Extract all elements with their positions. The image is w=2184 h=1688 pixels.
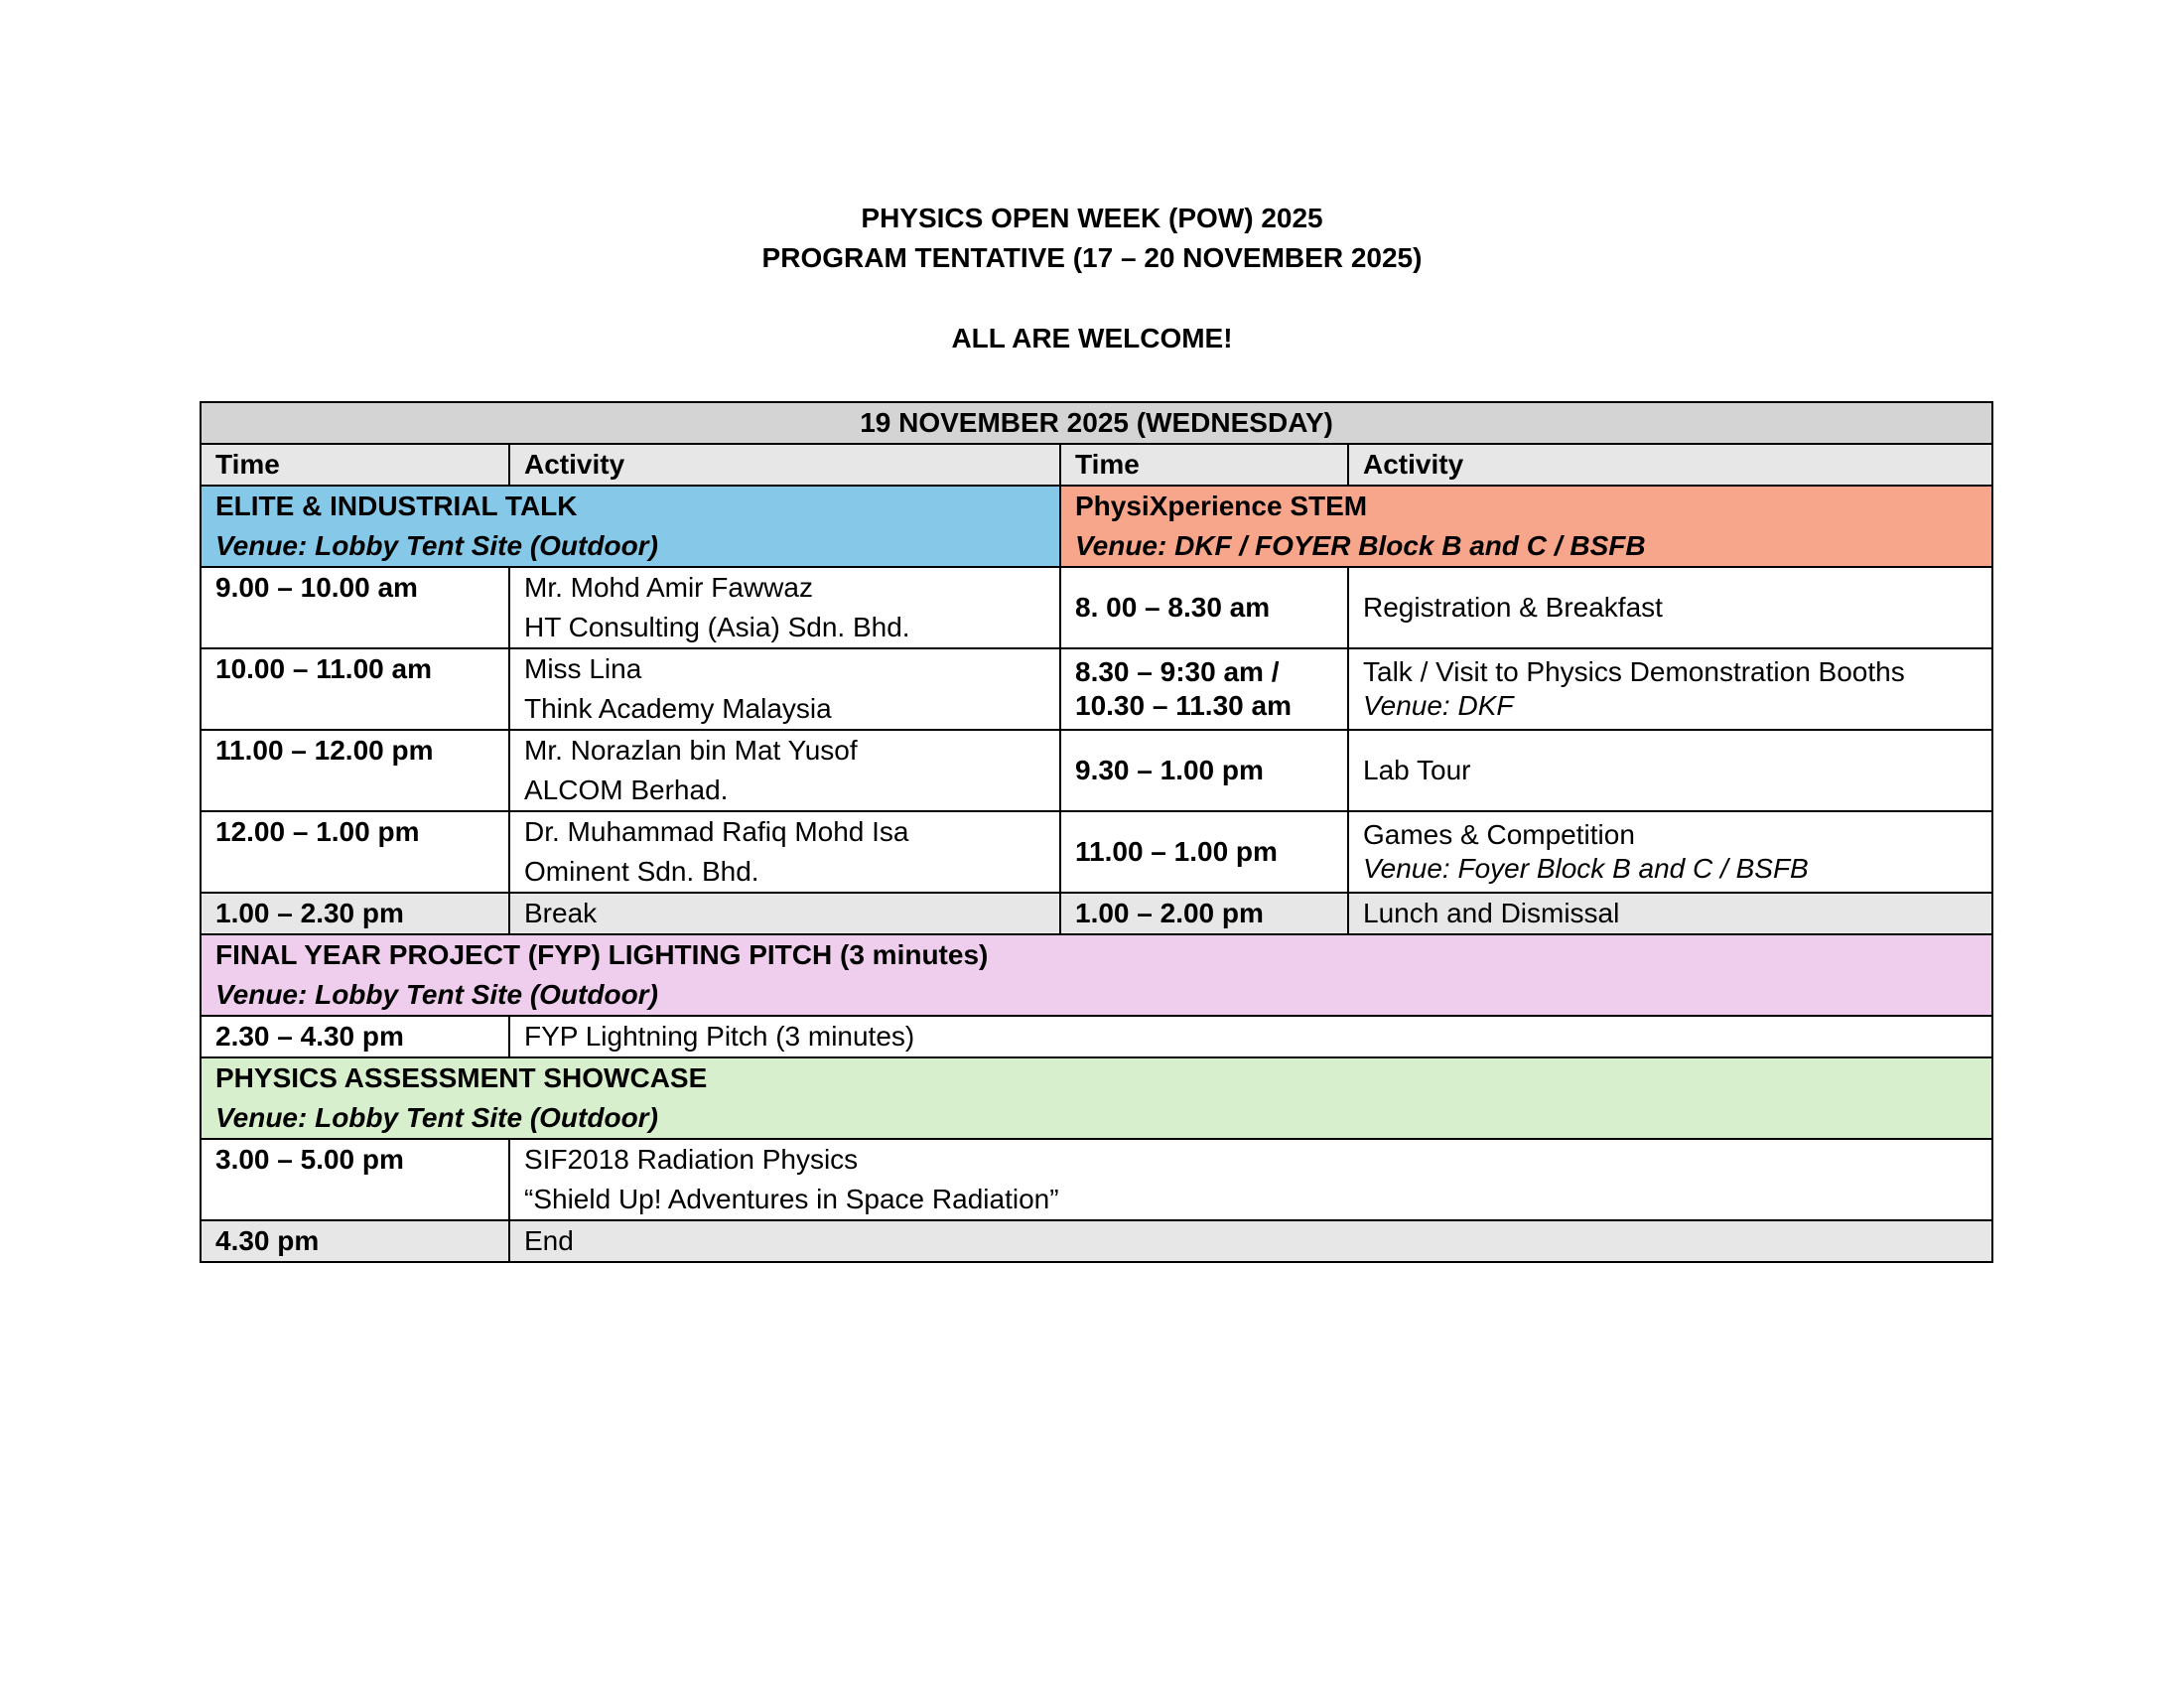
section-title: FINAL YEAR PROJECT (FYP) LIGHTING PITCH (3 minutes) <box>215 939 989 970</box>
time-cell: 11.00 – 1.00 pm <box>1060 811 1348 893</box>
section-row <box>201 486 1992 567</box>
speaker-name: Mr. Mohd Amir Fawwaz <box>524 572 813 603</box>
time-cell: 9.30 – 1.00 pm <box>1060 730 1348 811</box>
break-row <box>201 893 1992 934</box>
section-assessment-showcase <box>201 1057 1992 1139</box>
end-row <box>201 1220 1992 1262</box>
activity-cell <box>509 648 1060 730</box>
col-header-time-right: Time <box>1060 444 1348 486</box>
time-cell <box>1060 648 1348 730</box>
activity-cell <box>1348 648 1992 730</box>
time-cell: 1.00 – 2.30 pm <box>201 893 509 934</box>
activity-cell: Lunch and Dismissal <box>1348 893 1992 934</box>
speaker-company: Think Academy Malaysia <box>524 693 832 724</box>
time-cell: 9.00 – 10.00 am <box>201 567 509 648</box>
section-row <box>201 1057 1992 1139</box>
table-row <box>201 1139 1992 1220</box>
section-venue: Venue: Lobby Tent Site (Outdoor) <box>215 979 658 1010</box>
table-row <box>201 648 1992 730</box>
speaker-name: Mr. Norazlan bin Mat Yusof <box>524 735 858 766</box>
section-elite-talk <box>201 486 1060 567</box>
speaker-company: HT Consulting (Asia) Sdn. Bhd. <box>524 612 910 642</box>
section-fyp-pitch <box>201 934 1992 1016</box>
section-venue: Venue: DKF / FOYER Block B and C / BSFB <box>1075 530 1646 561</box>
time-cell: 4.30 pm <box>201 1220 509 1262</box>
activity-subtitle: “Shield Up! Adventures in Space Radiation” <box>524 1184 1059 1214</box>
col-header-time-left: Time <box>201 444 509 486</box>
date-row <box>201 402 1992 444</box>
speaker-company: ALCOM Berhad. <box>524 774 729 805</box>
table-row <box>201 730 1992 811</box>
col-header-activity-right: Activity <box>1348 444 1992 486</box>
doc-subtitle: PROGRAM TENTATIVE (17 – 20 NOVEMBER 2025) <box>761 242 1423 273</box>
welcome-text: ALL ARE WELCOME! <box>951 323 1233 353</box>
section-row <box>201 934 1992 1016</box>
activity-cell: Break <box>509 893 1060 934</box>
activity-cell <box>509 567 1060 648</box>
activity-cell: Lab Tour <box>1348 730 1992 811</box>
time-cell: 11.00 – 12.00 pm <box>201 730 509 811</box>
time-cell: 1.00 – 2.00 pm <box>1060 893 1348 934</box>
activity-cell: Registration & Breakfast <box>1348 567 1992 648</box>
table-row <box>201 811 1992 893</box>
activity-venue: Venue: DKF <box>1363 690 1514 721</box>
section-venue: Venue: Lobby Tent Site (Outdoor) <box>215 530 658 561</box>
date-heading: 19 NOVEMBER 2025 (WEDNESDAY) <box>201 402 1992 444</box>
time-cell: 12.00 – 1.00 pm <box>201 811 509 893</box>
time-line: 8.30 – 9:30 am / <box>1075 656 1280 687</box>
activity-cell: FYP Lightning Pitch (3 minutes) <box>509 1016 1992 1057</box>
table-row <box>201 567 1992 648</box>
schedule-table <box>200 401 1993 1263</box>
section-title: ELITE & INDUSTRIAL TALK <box>215 491 578 521</box>
section-physixperience <box>1060 486 1992 567</box>
activity-cell <box>509 811 1060 893</box>
speaker-name: Miss Lina <box>524 653 642 684</box>
activity-cell: End <box>509 1220 1992 1262</box>
section-title: PHYSICS ASSESSMENT SHOWCASE <box>215 1062 708 1093</box>
activity-name: Games & Competition <box>1363 819 1635 850</box>
time-cell: 3.00 – 5.00 pm <box>201 1139 509 1220</box>
speaker-name: Dr. Muhammad Rafiq Mohd Isa <box>524 816 909 847</box>
activity-name: SIF2018 Radiation Physics <box>524 1144 859 1175</box>
activity-name: Talk / Visit to Physics Demonstration Booths <box>1363 656 1905 687</box>
activity-cell <box>509 1139 1992 1220</box>
doc-title: PHYSICS OPEN WEEK (POW) 2025 <box>861 203 1323 233</box>
time-cell: 10.00 – 11.00 am <box>201 648 509 730</box>
activity-cell <box>1348 811 1992 893</box>
time-line: 10.30 – 11.30 am <box>1075 690 1292 721</box>
section-title: PhysiXperience STEM <box>1075 491 1368 521</box>
speaker-company: Ominent Sdn. Bhd. <box>524 856 759 887</box>
table-row <box>201 1016 1992 1057</box>
time-cell: 2.30 – 4.30 pm <box>201 1016 509 1057</box>
section-venue: Venue: Lobby Tent Site (Outdoor) <box>215 1102 658 1133</box>
activity-cell <box>509 730 1060 811</box>
time-cell: 8. 00 – 8.30 am <box>1060 567 1348 648</box>
activity-venue: Venue: Foyer Block B and C / BSFB <box>1363 853 1809 884</box>
column-header-row <box>201 444 1992 486</box>
col-header-activity-left: Activity <box>509 444 1060 486</box>
